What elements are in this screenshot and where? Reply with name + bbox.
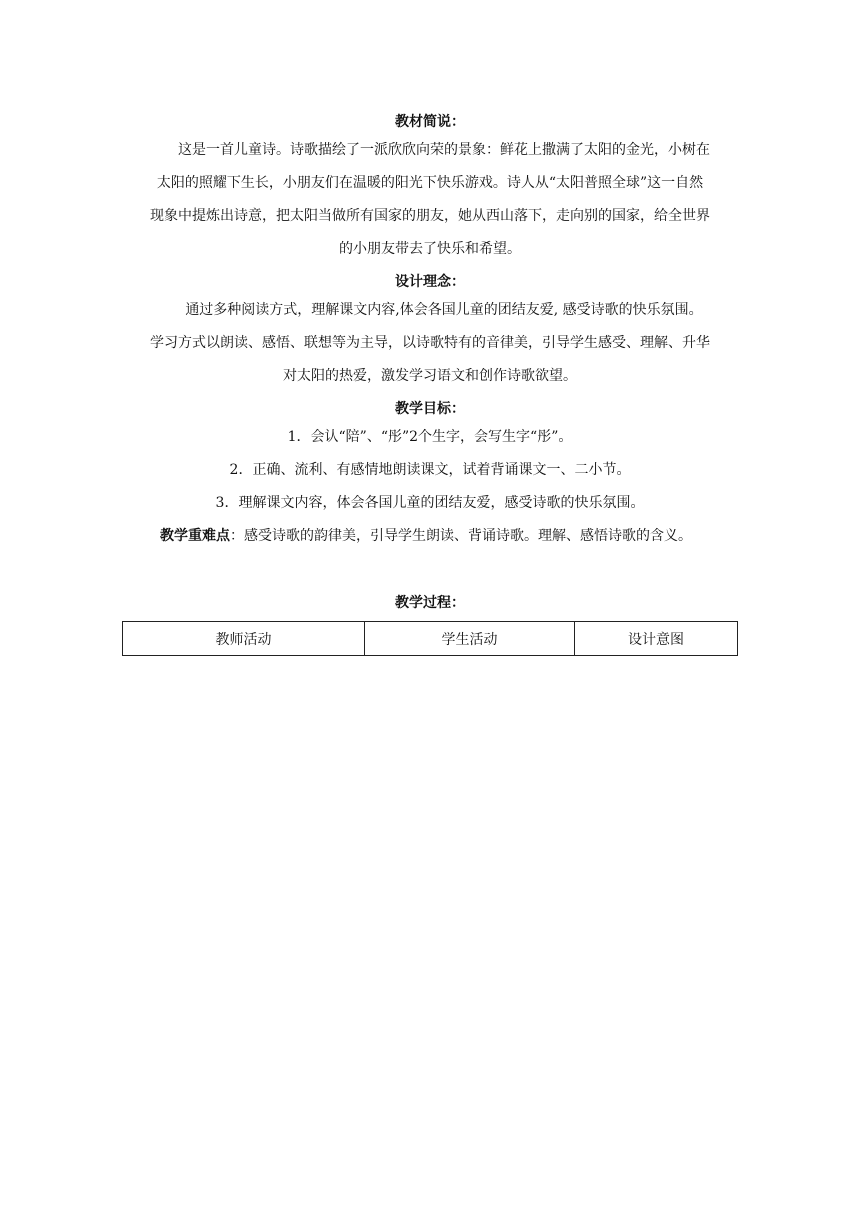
goals-heading: 教学目标： <box>395 401 465 417</box>
materials-line-1: 这是一首儿童诗。诗歌描绘了一派欣欣向荣的景象：鲜花上撒满了太阳的金光，小树在 <box>178 142 710 158</box>
design-heading: 设计理念： <box>395 274 465 290</box>
key-points-label: 教学重难点 <box>160 528 230 544</box>
goals-list <box>122 421 738 520</box>
goal-item-2: 2．正确、流利、有感情地朗读课文，试着背诵课文一、二小节。 <box>229 462 631 478</box>
design-paragraph <box>122 294 738 393</box>
goal-item-1: 1．会认“陪”、“彤”2个生字，会写生字“彤”。 <box>287 429 573 445</box>
design-line-1: 通过多种阅读方式，理解课文内容,体会各国儿童的团结友爱, 感受诗歌的快乐氛围。 <box>185 302 703 318</box>
design-line-3: 对太阳的热爱，激发学习语文和创作诗歌欲望。 <box>283 368 577 384</box>
process-heading: 教学过程： <box>395 595 465 611</box>
column-header-intent: 设计意图 <box>575 622 738 656</box>
key-points-paragraph <box>122 520 738 553</box>
process-table <box>122 621 738 656</box>
process-table-header-row <box>123 622 738 656</box>
column-header-teacher: 教师活动 <box>123 622 365 656</box>
materials-line-4: 的小朋友带去了快乐和希望。 <box>339 241 521 257</box>
column-header-student: 学生活动 <box>365 622 575 656</box>
materials-heading: 教材简说： <box>395 114 465 130</box>
design-line-2: 学习方式以朗读、感悟、联想等为主导，以诗歌特有的音律美，引导学生感受、理解、升华 <box>150 335 710 351</box>
materials-line-2: 太阳的照耀下生长，小朋友们在温暖的阳光下快乐游戏。诗人从“太阳普照全球”这一自然 <box>156 175 704 191</box>
goal-item-3: 3．理解课文内容，体会各国儿童的团结友爱，感受诗歌的快乐氛围。 <box>215 495 645 511</box>
materials-paragraph <box>122 134 738 266</box>
materials-line-3: 现象中提炼出诗意，把太阳当做所有国家的朋友，她从西山落下，走向别的国家，给全世界 <box>150 208 710 224</box>
key-points-text: ：感受诗歌的韵律美，引导学生朗读、背诵诗歌。理解、感悟诗歌的含义。 <box>230 528 692 544</box>
document-page <box>122 110 738 656</box>
